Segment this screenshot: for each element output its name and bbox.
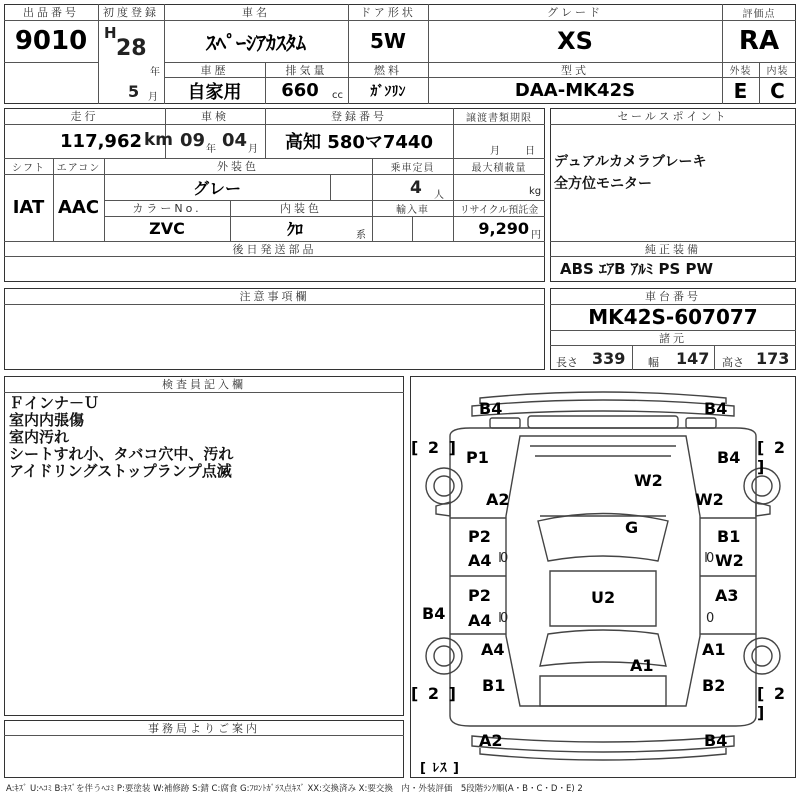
height: 173	[756, 349, 790, 368]
legend: A:ｷｽﾞ U:ﾍｺﾐ B:ｷｽﾞを伴うﾍｺﾐ P:要塗装 W:補修跡 S:錆 C:腐食 G:ﾌﾛﾝﾄｶﾞﾗｽ点ｷｽﾞ XX:交換済み X:要交換 内・外装評価 5段階ﾗﾝｸ順(A・B・C・D・E) 2	[6, 784, 583, 794]
inspector-notes	[9, 395, 233, 480]
inspection-month-unit: 月	[248, 144, 258, 155]
note-line: シートすれ小、タバコ穴中、汚れ	[9, 445, 234, 463]
recycle-label: リサイクル預託金	[459, 204, 539, 216]
sales-point-1: デュアルカメラブレーキ	[554, 154, 707, 170]
fuel-label: 燃料	[374, 63, 402, 77]
mark-b2-rr: B2	[702, 676, 726, 695]
displacement: 660	[281, 80, 319, 101]
score-label: 評価点	[742, 8, 776, 20]
car-name-label: 車名	[242, 6, 270, 19]
transfer-day-unit: 日	[525, 146, 535, 157]
first-reg-month: 5	[128, 82, 140, 101]
mark-b4-fr: B4	[717, 448, 741, 467]
sales-label: セールスポイント	[617, 110, 729, 123]
grade: XS	[557, 27, 593, 55]
color-no: ZVC	[149, 219, 185, 238]
mark-a4-rl: A4	[481, 640, 505, 659]
recycle-unit: 円	[531, 230, 541, 241]
equipment: ABS ｴｱB ｱﾙﾐ PS PW	[560, 260, 714, 278]
mark-zero: 0	[500, 611, 509, 626]
mark-tire-rl: [ 2 ]	[411, 684, 458, 703]
mark-tire-fl: [ 2 ]	[411, 438, 458, 457]
height-label: 高さ	[722, 356, 744, 369]
mark-a1-trunk: A1	[630, 656, 654, 675]
year-unit: 年	[150, 67, 160, 78]
inspection-year: 09	[180, 130, 206, 151]
mark-spare: [ ﾚｽ ]	[420, 761, 460, 776]
mark-u2-roof: U2	[591, 588, 616, 607]
note-line: Ｆインナ－Ｕ	[9, 394, 100, 412]
max-load-unit: kg	[529, 186, 542, 197]
inspector-label: 検査員記入欄	[162, 378, 246, 391]
int-color-unit: 系	[356, 230, 366, 241]
int-color: ｸﾛ	[286, 220, 303, 239]
history-label: 車歴	[200, 63, 229, 77]
model-label: 型式	[561, 63, 589, 77]
fuel: ｶﾞｿﾘﾝ	[370, 83, 406, 100]
inspection-year-unit: 年	[206, 144, 216, 155]
month-unit: 月	[148, 92, 158, 103]
chassis-label: 車台番号	[645, 290, 701, 303]
mark-a4-rd: A4	[468, 611, 492, 630]
ac: AAC	[57, 197, 100, 218]
note-line: 室内汚れ	[9, 428, 70, 446]
shift: IAT	[12, 197, 45, 218]
grade-label: グレード	[547, 6, 603, 19]
door: 5W	[370, 29, 406, 53]
mileage: 117,962	[60, 130, 142, 152]
color-label: 外装色	[217, 160, 259, 173]
lot-number: 9010	[14, 26, 88, 56]
color: グレー	[192, 178, 241, 198]
office-label: 事務局よりご案内	[148, 721, 260, 735]
car-outline	[410, 376, 796, 778]
note-line: アイドリングストップランプ点滅	[9, 462, 232, 480]
mark-g-glass: G	[625, 518, 639, 537]
note-line: 室内内張傷	[9, 411, 85, 429]
model: DAA-MK42S	[514, 80, 636, 101]
mark-rear-right: B4	[704, 731, 728, 750]
max-load-label: 最大積載量	[471, 162, 527, 174]
recycle: 9,290	[478, 219, 529, 238]
mark-w2-hood: W2	[634, 471, 663, 490]
first-reg-year: 28	[116, 36, 147, 61]
exterior: E	[733, 78, 748, 103]
history: 自家用	[187, 81, 242, 103]
mark-tire-fr: [ 2 ]	[757, 438, 788, 476]
door-label: ドア形状	[360, 6, 416, 19]
mark-tire-rr: [ 2 ]	[757, 684, 788, 722]
era: H	[104, 24, 117, 42]
mark-p2-rd: P2	[468, 586, 491, 605]
mark-front-right: B4	[704, 399, 728, 418]
displacement-label: 排気量	[285, 63, 328, 77]
mark-p1: P1	[466, 448, 489, 467]
shift-label: シフト	[12, 162, 45, 174]
lot-label: 出品番号	[23, 6, 79, 19]
mark-zero: 0	[706, 551, 715, 566]
mark-front-left: B4	[479, 399, 503, 418]
transfer-month-unit: 月	[490, 146, 500, 157]
score: RA	[738, 26, 780, 56]
mark-w2-fr: W2	[695, 490, 724, 509]
mark-b1-rl: B1	[482, 676, 506, 695]
exterior-label: 外装	[729, 66, 752, 77]
later-parts-label: 後日発送部品	[232, 242, 317, 256]
int-color-label: 内装色	[280, 202, 322, 215]
car-name: ｽﾍﾟｰｼｱｶｽﾀﾑ	[206, 30, 306, 55]
mark-zero: 0	[500, 551, 509, 566]
mark-b1-rd: B1	[717, 527, 741, 546]
mark-a2-fl: A2	[486, 490, 510, 509]
chassis: MK42S-607077	[588, 305, 758, 329]
plate-label: 登録番号	[331, 110, 387, 123]
mileage-unit: km	[144, 130, 174, 150]
color-no-label: カラーNo.	[132, 202, 202, 215]
capacity: 4	[410, 178, 422, 198]
inspection-month: 04	[222, 130, 248, 151]
ac-label: エアコン	[56, 162, 101, 174]
mark-zero: 0	[706, 611, 715, 626]
length: 339	[592, 349, 626, 368]
length-label: 長さ	[556, 356, 578, 369]
caution-label: 注意事項欄	[239, 290, 310, 303]
mark-b4-side: B4	[422, 604, 446, 623]
import-label: 輸入車	[396, 204, 429, 216]
mark-a1-rr: A1	[702, 640, 726, 659]
mark-a4-fd: A4	[468, 551, 492, 570]
interior: C	[770, 78, 785, 103]
mark-w2-rd: W2	[715, 551, 744, 570]
mileage-label: 走行	[70, 110, 99, 123]
capacity-label: 乗車定員	[390, 162, 435, 174]
equipment-label: 純正装備	[645, 242, 701, 256]
spec-label: 諸元	[659, 331, 687, 345]
width-label: 幅	[648, 356, 659, 369]
displacement-unit: cc	[332, 90, 343, 101]
interior-label: 内装	[766, 66, 789, 77]
mark-a3-rr: A3	[715, 586, 739, 605]
plate: 高知 580マ7440	[285, 132, 433, 153]
mark-rear-left: A2	[479, 731, 503, 750]
first-reg-label: 初度登録	[103, 6, 159, 19]
mark-p2-fd: P2	[468, 527, 491, 546]
inspection-label: 車検	[201, 110, 229, 123]
sales-point-2: 全方位モニター	[554, 176, 652, 192]
transfer-label: 譲渡書類期限	[466, 112, 532, 124]
width: 147	[676, 349, 710, 368]
capacity-unit: 人	[434, 190, 444, 201]
